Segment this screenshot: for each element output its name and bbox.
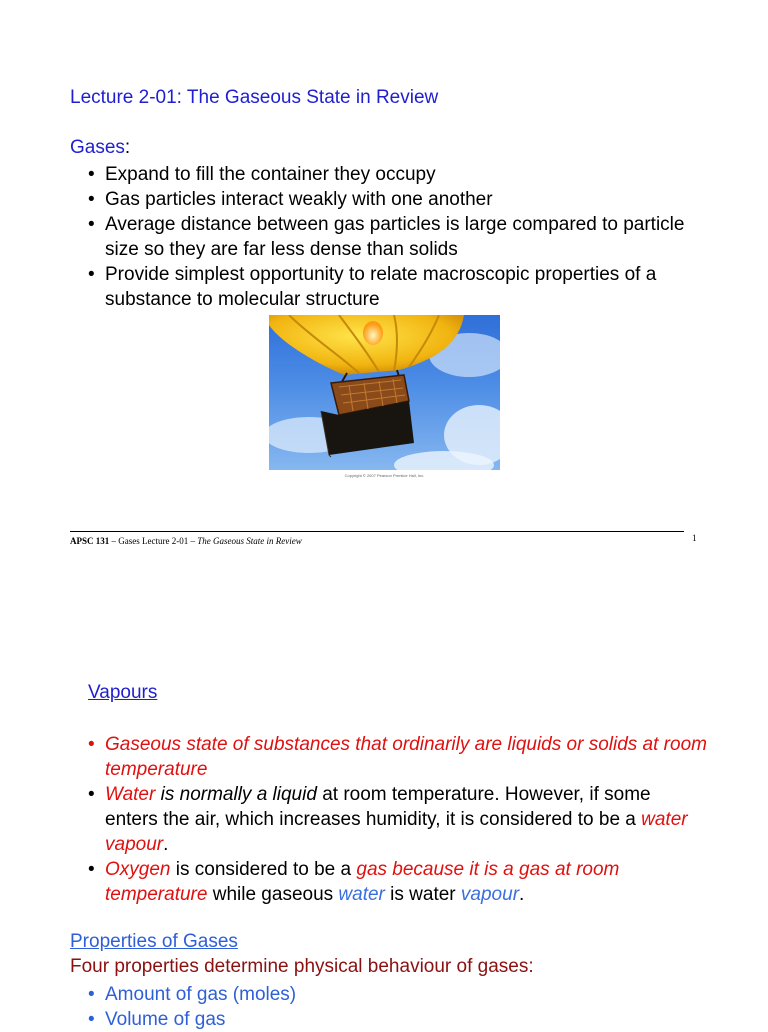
bullet-icon: • <box>88 859 95 880</box>
properties-heading: Properties of Gases <box>70 931 238 952</box>
bullet-icon: • <box>88 734 95 755</box>
bullet-icon: • <box>88 784 95 805</box>
page-number: 1 <box>692 533 697 543</box>
gases-bullet-list <box>88 162 698 312</box>
footer-divider <box>70 531 684 532</box>
list-item: • Provide simplest opportunity to relate macroscopic properties of a substance to molecular structure <box>88 264 657 310</box>
slide-title: Lecture 2-01: The Gaseous State in Review <box>70 87 439 108</box>
list-item: • Expand to fill the container they occupy <box>88 164 436 185</box>
bullet-icon: • <box>88 189 95 210</box>
list-item: • Gaseous state of substances that ordinarily are liquids or solids at room temperature <box>88 734 707 780</box>
bullet-icon: • <box>88 984 95 1005</box>
list-item: • Oxygen is considered to be a gas because it is a gas at room temperature while gaseous water is water vapour. <box>88 859 620 905</box>
list-item: • Water is normally a liquid at room temperature. However, if some enters the air, which increases humidity, it is considered to be a water vapour. <box>88 784 688 855</box>
bullet-icon: • <box>88 164 95 185</box>
gases-heading <box>70 137 130 159</box>
bullet-icon: • <box>88 264 95 285</box>
list-item: • Average distance between gas particles is large compared to particle size so they are far less dense than solids <box>88 214 685 260</box>
balloon-illustration <box>269 315 500 470</box>
gases-colon: : <box>124 137 131 158</box>
properties-intro: Four properties determine physical behaviour of gases: <box>70 956 534 977</box>
vapours-heading: Vapours <box>88 682 158 703</box>
vapours-bullet-list <box>88 732 708 907</box>
page-footer: APSC 131 – Gases Lecture 2-01 – The Gaseous State in Review <box>70 536 302 546</box>
hot-air-balloon-image <box>269 315 500 470</box>
properties-bullet-list <box>88 982 688 1032</box>
bullet-icon: • <box>88 1009 95 1030</box>
bullet-icon: • <box>88 214 95 235</box>
list-item: • Gas particles interact weakly with one another <box>88 189 493 210</box>
image-copyright: Copyright © 2007 Pearson Prentice Hall, Inc. <box>344 473 425 478</box>
list-item: • Amount of gas (moles) <box>88 984 297 1005</box>
gases-label: Gases <box>70 137 125 158</box>
list-item: • Volume of gas <box>88 1009 226 1030</box>
